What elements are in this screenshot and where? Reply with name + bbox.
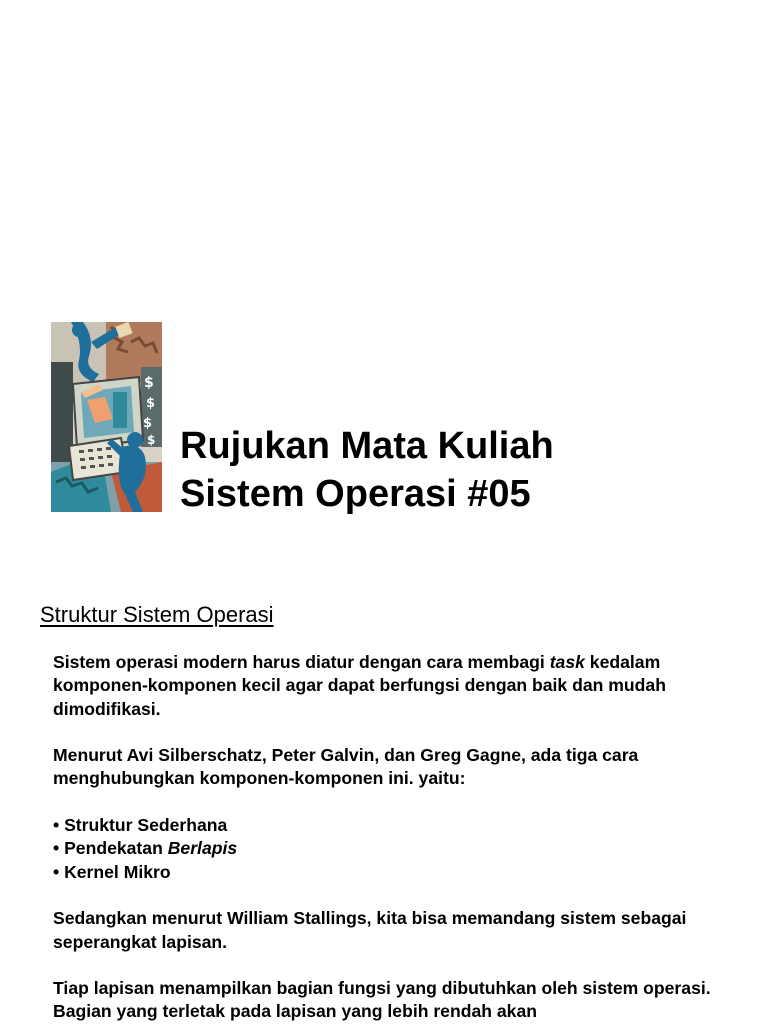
dollar-glyph: $	[143, 416, 153, 431]
bullet-icon: •	[53, 815, 60, 836]
bullet-icon: •	[53, 838, 60, 859]
dollar-glyph: $	[144, 375, 154, 391]
paragraph-1	[53, 651, 743, 721]
title-line-1: Rujukan Mata Kuliah	[180, 425, 554, 467]
slide-title	[180, 422, 740, 518]
bullet-icon: •	[53, 861, 60, 882]
list-item	[53, 814, 743, 837]
paragraph-1-text: Sistem operasi modern harus diatur dengan cara membagi	[53, 652, 550, 672]
paragraph-2: Menurut Avi Silberschatz, Peter Galvin, dan Greg Gagne, ada tiga cara menghubungkan komponen-komponen ini. yaitu:	[53, 745, 639, 789]
list-item-label: Struktur Sederhana	[64, 815, 228, 836]
dollar-glyph: $	[147, 433, 156, 447]
computer-clipart-icon	[51, 322, 162, 512]
paragraph-1-text-end: kedalam komponen-komponen kecil agar dapat berfungsi dengan baik dan mudah dimodifikasi.	[53, 652, 666, 719]
task-emphasis: task	[549, 652, 585, 672]
structure-list	[53, 814, 743, 884]
list-item-label: Pendekatan	[64, 838, 168, 859]
list-item	[53, 837, 743, 860]
list-item-emphasis: Berlapis	[167, 838, 238, 859]
paragraph-4: Tiap lapisan menampilkan bagian fungsi yang dibutuhkan oleh sistem operasi. Bagian yang terletak pada lapisan yang lebih rendah akan	[53, 978, 711, 1022]
list-item-label: Kernel Mikro	[64, 861, 171, 882]
dollar-glyph: $	[146, 396, 156, 411]
title-line-2: Sistem Operasi #05	[180, 473, 531, 515]
body-text	[53, 651, 743, 1024]
list-item	[53, 861, 743, 884]
section-heading: Struktur Sistem Operasi	[40, 602, 274, 627]
paragraph-3: Sedangkan menurut William Stallings, kita bisa memandang sistem sebagai seperangkat lapisan.	[53, 908, 687, 952]
